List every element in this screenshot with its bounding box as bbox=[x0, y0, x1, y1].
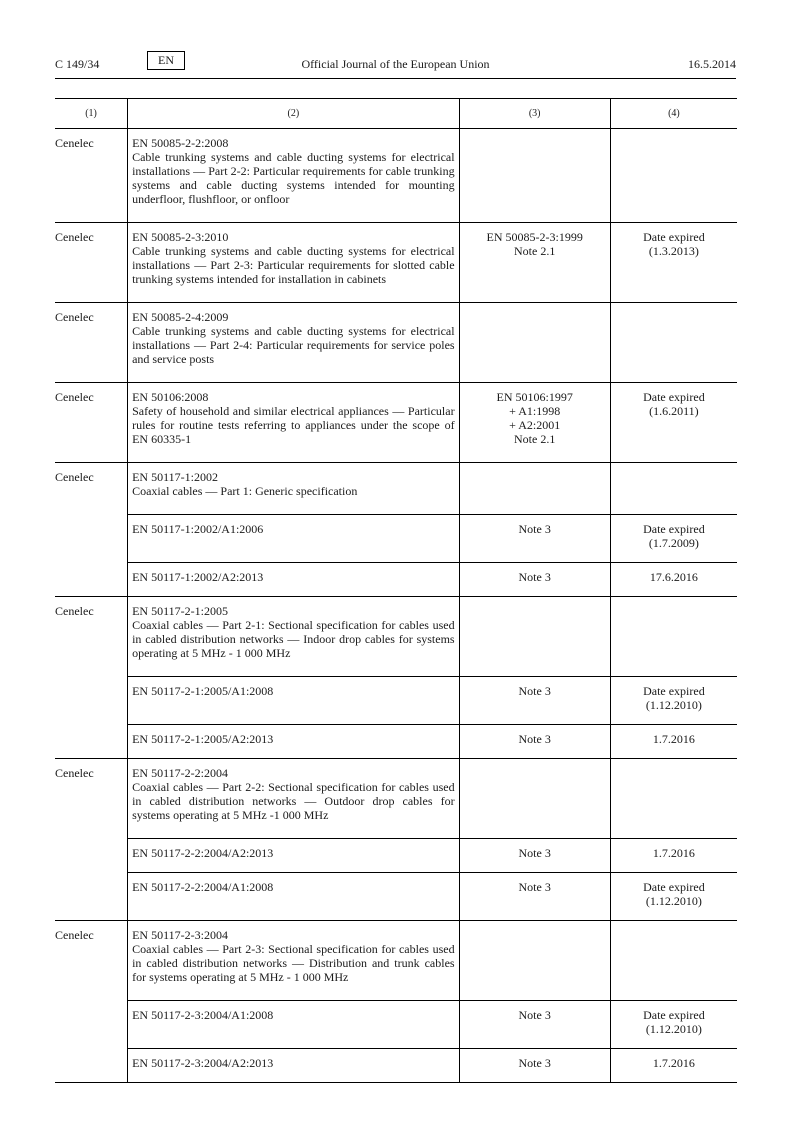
cessation-date-cell bbox=[610, 303, 737, 383]
superseded-standard-text: Note 2.1 bbox=[514, 244, 556, 258]
standard-cell bbox=[128, 515, 459, 563]
table-subrow bbox=[55, 1001, 737, 1049]
superseded-standard-cell bbox=[459, 1049, 610, 1083]
standard-reference: EN 50106:2008 bbox=[132, 390, 209, 404]
column-header-1: (1) bbox=[55, 99, 128, 129]
standard-reference: EN 50117-2-3:2004/A1:2008 bbox=[132, 1008, 274, 1022]
standard-cell bbox=[128, 463, 459, 515]
standard-title: Coaxial cables — Part 1: Generic specification bbox=[132, 484, 358, 498]
table-body bbox=[55, 129, 737, 1083]
table-subrow bbox=[55, 563, 737, 597]
table-row bbox=[55, 129, 737, 223]
superseded-standard-cell bbox=[459, 677, 610, 725]
superseded-standard-text: + A1:1998 bbox=[509, 404, 561, 418]
header-divider bbox=[55, 78, 736, 79]
superseded-standard-cell bbox=[459, 921, 610, 1001]
standard-cell bbox=[128, 597, 459, 677]
table-row bbox=[55, 759, 737, 839]
standard-cell bbox=[128, 223, 459, 303]
superseded-standard-cell bbox=[459, 223, 610, 303]
standard-reference: EN 50117-2-2:2004 bbox=[132, 766, 228, 780]
standard-cell bbox=[128, 677, 459, 725]
cessation-date-cell bbox=[610, 677, 737, 725]
superseded-standard-cell bbox=[459, 303, 610, 383]
standards-table bbox=[55, 98, 737, 1083]
superseded-standard-cell bbox=[459, 463, 610, 515]
organisation-cell: Cenelec bbox=[55, 463, 128, 515]
superseded-standard-cell bbox=[459, 759, 610, 839]
superseded-standard-cell bbox=[459, 1001, 610, 1049]
superseded-standard-text: Note 3 bbox=[518, 732, 551, 746]
standard-cell bbox=[128, 725, 459, 759]
cessation-date-cell bbox=[610, 1049, 737, 1083]
organisation-cell: Cenelec bbox=[55, 129, 128, 223]
cessation-date-cell bbox=[610, 921, 737, 1001]
cessation-date-text: 17.6.2016 bbox=[649, 570, 698, 584]
cessation-date-text: Date expired bbox=[643, 880, 705, 894]
standard-reference: EN 50117-2-1:2005 bbox=[132, 604, 228, 618]
column-header-4: (4) bbox=[610, 99, 737, 129]
standard-title: Safety of household and similar electrical appliances — Particular rules for routine tests referring to appliances under the scope of EN 60335-1 bbox=[132, 404, 455, 446]
superseded-standard-cell bbox=[459, 725, 610, 759]
column-header-row bbox=[55, 99, 737, 129]
cessation-date-cell bbox=[610, 725, 737, 759]
standard-cell bbox=[128, 921, 459, 1001]
table-row bbox=[55, 597, 737, 677]
standard-title: Coaxial cables — Part 2-2: Sectional specification for cables used in cabled distribution networks — Outdoor drop cables for systems operating at 5 MHz -1 000 MHz bbox=[132, 780, 455, 822]
superseded-standard-cell bbox=[459, 383, 610, 463]
standard-reference: EN 50117-2-2:2004/A1:2008 bbox=[132, 880, 274, 894]
superseded-standard-text: Note 3 bbox=[518, 880, 551, 894]
page-reference: C 149/34 bbox=[55, 57, 100, 71]
standard-reference: EN 50117-2-2:2004/A2:2013 bbox=[132, 846, 274, 860]
organisation-cell bbox=[55, 725, 128, 759]
column-header-3: (3) bbox=[459, 99, 610, 129]
cessation-date-text: Date expired bbox=[643, 230, 705, 244]
superseded-standard-cell bbox=[459, 129, 610, 223]
table-subrow bbox=[55, 725, 737, 759]
table-row bbox=[55, 383, 737, 463]
organisation-cell: Cenelec bbox=[55, 223, 128, 303]
organisation-cell bbox=[55, 677, 128, 725]
superseded-standard-text: Note 3 bbox=[518, 522, 551, 536]
superseded-standard-text: + A2:2001 bbox=[509, 418, 561, 432]
organisation-cell: Cenelec bbox=[55, 303, 128, 383]
standard-reference: EN 50117-1:2002 bbox=[132, 470, 218, 484]
cessation-date-cell bbox=[610, 223, 737, 303]
organisation-cell bbox=[55, 563, 128, 597]
table-subrow bbox=[55, 839, 737, 873]
cessation-date-text: Date expired bbox=[643, 522, 705, 536]
column-header-2: (2) bbox=[128, 99, 459, 129]
cessation-date-cell bbox=[610, 383, 737, 463]
cessation-date-cell bbox=[610, 563, 737, 597]
cessation-date-text: (1.3.2013) bbox=[648, 244, 699, 258]
superseded-standard-text: Note 3 bbox=[518, 684, 551, 698]
cessation-date-cell bbox=[610, 1001, 737, 1049]
superseded-standard-cell bbox=[459, 839, 610, 873]
cessation-date-text: (1.12.2010) bbox=[645, 1022, 702, 1036]
organisation-cell bbox=[55, 515, 128, 563]
standard-reference: EN 50085-2-4:2009 bbox=[132, 310, 229, 324]
standard-title: Cable trunking systems and cable ducting systems for electrical installations — Part 2-4: Particular requirements for service poles and service posts bbox=[132, 324, 455, 366]
cessation-date-cell bbox=[610, 839, 737, 873]
cessation-date-text: Date expired bbox=[643, 1008, 705, 1022]
superseded-standard-cell bbox=[459, 563, 610, 597]
organisation-cell bbox=[55, 839, 128, 873]
superseded-standard-text: EN 50106:1997 bbox=[496, 390, 573, 404]
table-row bbox=[55, 303, 737, 383]
table-subrow bbox=[55, 677, 737, 725]
cessation-date-cell bbox=[610, 515, 737, 563]
superseded-standard-cell bbox=[459, 515, 610, 563]
cessation-date-text: (1.6.2011) bbox=[649, 404, 699, 418]
organisation-cell: Cenelec bbox=[55, 383, 128, 463]
table-row bbox=[55, 223, 737, 303]
superseded-standard-text: Note 3 bbox=[518, 1056, 551, 1070]
cessation-date-cell bbox=[610, 463, 737, 515]
superseded-standard-text: Note 3 bbox=[518, 1008, 551, 1022]
cessation-date-text: 1.7.2016 bbox=[652, 732, 695, 746]
superseded-standard-text: Note 3 bbox=[518, 570, 551, 584]
standard-reference: EN 50085-2-2:2008 bbox=[132, 136, 229, 150]
standard-reference: EN 50085-2-3:2010 bbox=[132, 230, 229, 244]
organisation-cell: Cenelec bbox=[55, 597, 128, 677]
organisation-cell bbox=[55, 1049, 128, 1083]
standard-title: Coaxial cables — Part 2-1: Sectional specification for cables used in cabled distribution networks — Indoor drop cables for systems operating at 5 MHz - 1 000 MHz bbox=[132, 618, 455, 660]
table-subrow bbox=[55, 515, 737, 563]
cessation-date-cell bbox=[610, 873, 737, 921]
standard-cell bbox=[128, 759, 459, 839]
standard-title: Coaxial cables — Part 2-3: Sectional specification for cables used in cabled distribution networks — Distribution and trunk cables for systems operating at 5 MHz - 1 000 MHz bbox=[132, 942, 455, 984]
standard-reference: EN 50117-2-1:2005/A2:2013 bbox=[132, 732, 274, 746]
cessation-date-cell bbox=[610, 759, 737, 839]
standard-cell bbox=[128, 563, 459, 597]
organisation-cell: Cenelec bbox=[55, 759, 128, 839]
cessation-date-text: (1.12.2010) bbox=[645, 698, 702, 712]
cessation-date-text: 1.7.2016 bbox=[652, 1056, 695, 1070]
standard-title: Cable trunking systems and cable ducting systems for electrical installations — Part 2-2: Particular requirements for cable trunking systems and cable ducting systems intended for mounting underfloor, flushfloor, or onfloor bbox=[132, 150, 455, 206]
standard-cell bbox=[128, 873, 459, 921]
page-header bbox=[55, 50, 736, 78]
standard-reference: EN 50117-2-3:2004 bbox=[132, 928, 228, 942]
superseded-standard-cell bbox=[459, 873, 610, 921]
standard-cell bbox=[128, 129, 459, 223]
standard-reference: EN 50117-1:2002/A1:2006 bbox=[132, 522, 264, 536]
standard-reference: EN 50117-1:2002/A2:2013 bbox=[132, 570, 264, 584]
cessation-date-text: 1.7.2016 bbox=[652, 846, 695, 860]
table-row bbox=[55, 463, 737, 515]
superseded-standard-cell bbox=[459, 597, 610, 677]
organisation-cell bbox=[55, 1001, 128, 1049]
standard-cell bbox=[128, 303, 459, 383]
standard-cell bbox=[128, 1049, 459, 1083]
cessation-date-text: (1.7.2009) bbox=[648, 536, 699, 550]
cessation-date-cell bbox=[610, 597, 737, 677]
cessation-date-text: Date expired bbox=[643, 684, 705, 698]
language-badge: EN bbox=[147, 51, 185, 70]
organisation-cell: Cenelec bbox=[55, 921, 128, 1001]
publication-date: 16.5.2014 bbox=[688, 57, 736, 71]
table-subrow bbox=[55, 873, 737, 921]
standard-reference: EN 50117-2-1:2005/A1:2008 bbox=[132, 684, 274, 698]
superseded-standard-text: EN 50085-2-3:1999 bbox=[486, 230, 583, 244]
organisation-cell bbox=[55, 873, 128, 921]
cessation-date-text: (1.12.2010) bbox=[645, 894, 702, 908]
superseded-standard-text: Note 3 bbox=[518, 846, 551, 860]
table-subrow bbox=[55, 1049, 737, 1083]
standard-title: Cable trunking systems and cable ducting systems for electrical installations — Part 2-3: Particular requirements for slotted cable trunking systems intended for installation in cabinets bbox=[132, 244, 455, 286]
table-row bbox=[55, 921, 737, 1001]
standard-cell bbox=[128, 1001, 459, 1049]
standard-reference: EN 50117-2-3:2004/A2:2013 bbox=[132, 1056, 274, 1070]
journal-title: Official Journal of the European Union bbox=[301, 57, 490, 71]
standard-cell bbox=[128, 839, 459, 873]
standard-cell bbox=[128, 383, 459, 463]
cessation-date-cell bbox=[610, 129, 737, 223]
superseded-standard-text: Note 2.1 bbox=[514, 432, 556, 446]
cessation-date-text: Date expired bbox=[643, 390, 705, 404]
